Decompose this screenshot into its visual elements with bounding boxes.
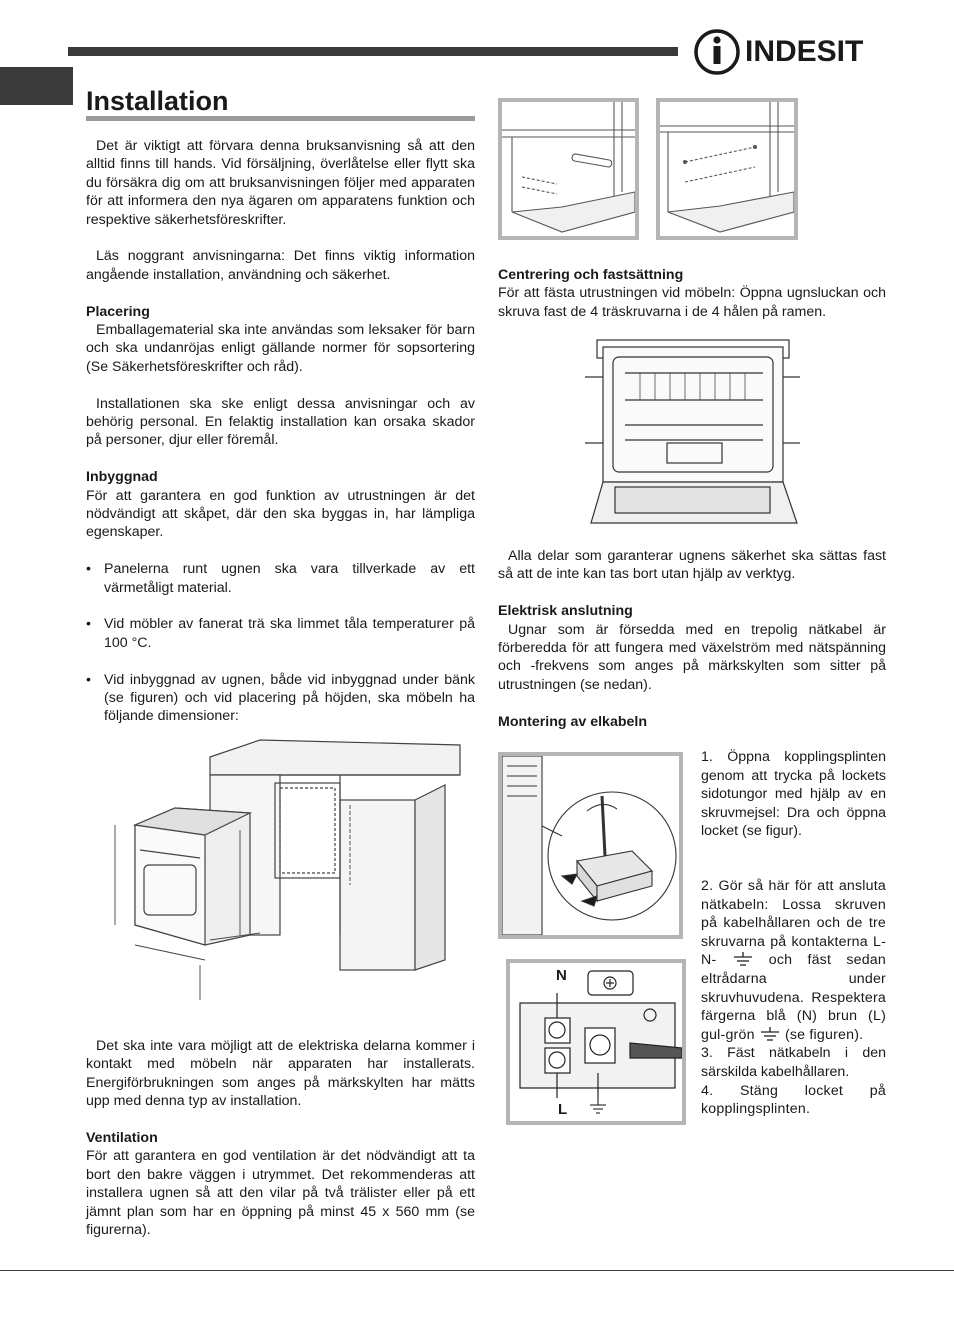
step-3: 3. Fäst nätkabeln i den särskilda kabelhållaren. xyxy=(701,1045,886,1080)
title-rule xyxy=(86,116,475,121)
indesit-logo-icon xyxy=(693,27,743,77)
right-column-2 xyxy=(498,547,886,731)
list-item: • Vid inbyggnad av ugnen, både vid inbyggnad under bänk (se figuren) och vid placering på höjden, ska möbeln ha följande dimensioner: xyxy=(86,671,475,725)
page-title: Installation xyxy=(86,86,229,116)
wiring-steps xyxy=(701,748,886,1119)
elektrisk-heading: Elektrisk anslutning xyxy=(498,603,633,620)
oven-front-figure xyxy=(585,335,800,530)
terminal-label-n: N xyxy=(556,967,567,984)
ground-symbol-icon xyxy=(732,952,754,966)
elektrisk-paragraph: Ugnar som är försedda med en trepolig nätkabel är förberedda för att fungera med växelström med nätspänning och -frekvens som anges på märkskylten som sitter på utrustningen (se nedan). xyxy=(498,621,886,693)
placering-heading: Placering xyxy=(86,303,150,320)
ground-symbol-icon xyxy=(590,1098,606,1113)
cabinet-base-illustration xyxy=(660,102,794,236)
terminal-open-illustration xyxy=(502,756,679,935)
step-2: 2. Gör så här för att ansluta nätkabeln: Lossa skruven på kabelhållaren och de tre skruvarna på kontakterna L-N- och fäst sedan eltrådarna under skruvhuvudena. Respektera färgerna blå (N) brun (L) gul-grön (se figuren). xyxy=(701,877,886,1043)
terminal-wiring-figure xyxy=(506,959,686,1125)
header-bar xyxy=(68,47,678,56)
ventilation-heading: Ventilation xyxy=(86,1130,158,1147)
cabinet-figure-1 xyxy=(498,98,639,240)
left-column-lower xyxy=(86,1037,475,1239)
terminal-wiring-illustration xyxy=(510,963,682,1121)
footer-rule xyxy=(0,1270,954,1271)
inbyggnad-heading: Inbyggnad xyxy=(86,469,158,486)
built-in-oven-figure xyxy=(100,735,465,1010)
safety-paragraph: Alla delar som garanterar ugnens säkerhet ska sättas fast så att de inte kan tas bort utan hjälp av verktyg. xyxy=(498,548,886,583)
cabinet-figure-2 xyxy=(656,98,798,240)
intro-paragraph-2: Läs noggrant anvisningarna: Det finns viktig information angående installation, användning och säkerhet. xyxy=(86,248,475,283)
placering-paragraph-1: Emballagematerial ska inte användas som leksaker för barn och ska undanröjas enligt gällande normer för sopsortering (Se Säkerhetsföreskrifter och råd). xyxy=(86,322,475,375)
bullet-text-1: Panelerna runt ugnen ska vara tillverkade av ett värmetåligt material. xyxy=(104,561,475,596)
ventilation-paragraph: För att garantera en god ventilation är det nödvändigt att ta bort den bakre väggen i utrymmet. Det rekommenderas att installera ugnen så att den vilar på två trälister eller på ett jämnt plan som har en öppning på minst 45 x 560 mm (se figurerna). xyxy=(86,1148,475,1239)
centrering-paragraph: För att fästa utrustningen vid möbeln: Öppna ugnsluckan och skruva fast de 4 träskruvarna i de 4 hålen på ramen. xyxy=(498,285,886,320)
side-tab xyxy=(0,67,73,105)
step-1: 1. Öppna kopplingsplinten genom att trycka på lockets sidotungor med hjälp av en skruvmejsel: Dra och öppna locket (se figur). xyxy=(701,749,886,840)
placering-paragraph-2: Installationen ska ske enligt dessa anvisningar och av behörig personal. En felaktig installation kan orsaka skador på personer, djur eller föremål. xyxy=(86,395,475,449)
terminal-label-l: L xyxy=(558,1101,568,1118)
intro-paragraph-1: Det är viktigt att förvara denna bruksanvisning så att den alltid finns till hands. Vid försäljning, överlåtelse eller flytt ska du försäkra dig om att bruksanvisningen följer med apparaten för att informera den nya ägaren om apparatens funktion och respektive säkerhetsföreskrifter. xyxy=(86,138,475,228)
ground-symbol-icon xyxy=(759,1027,781,1041)
brand-logo xyxy=(693,27,873,77)
terminal-open-figure xyxy=(498,752,683,939)
list-item: • Vid möbler av fanerat trä ska limmet tåla temperaturer på 100 °C. xyxy=(86,616,475,651)
centrering-heading: Centrering och fastsättning xyxy=(498,267,684,283)
step-4: 4. Stäng locket på kopplingsplinten. xyxy=(701,1082,886,1118)
right-column-1 xyxy=(498,266,886,321)
inbyggnad-paragraph: För att garantera en god funktion av utrustningen är det nödvändigt att skåpet, där den ska byggas in, har lämpliga egenskaper. xyxy=(86,487,475,541)
brand-name: INDESIT xyxy=(745,35,864,68)
after-figure-paragraph: Det ska inte vara möjligt att de elektriska delarna kommer i kontakt med möbeln när apparaten har installerats. Energiförbrukningen som anges på märkskylten har mätts upp med denna typ av installation. xyxy=(86,1038,475,1110)
left-column xyxy=(86,137,475,726)
cabinet-rails-illustration xyxy=(502,102,635,236)
montering-heading: Montering av elkabeln xyxy=(498,713,648,730)
bullet-text-3: Vid inbyggnad av ugnen, både vid inbyggnad under bänk (se figuren) och vid placering på höjden, ska möbeln ha följande dimensioner: xyxy=(104,671,475,725)
bullet-text-2: Vid möbler av fanerat trä ska limmet tåla temperaturer på 100 °C. xyxy=(104,616,475,651)
list-item: • Panelerna runt ugnen ska vara tillverkade av ett värmetåligt material. xyxy=(86,561,475,596)
